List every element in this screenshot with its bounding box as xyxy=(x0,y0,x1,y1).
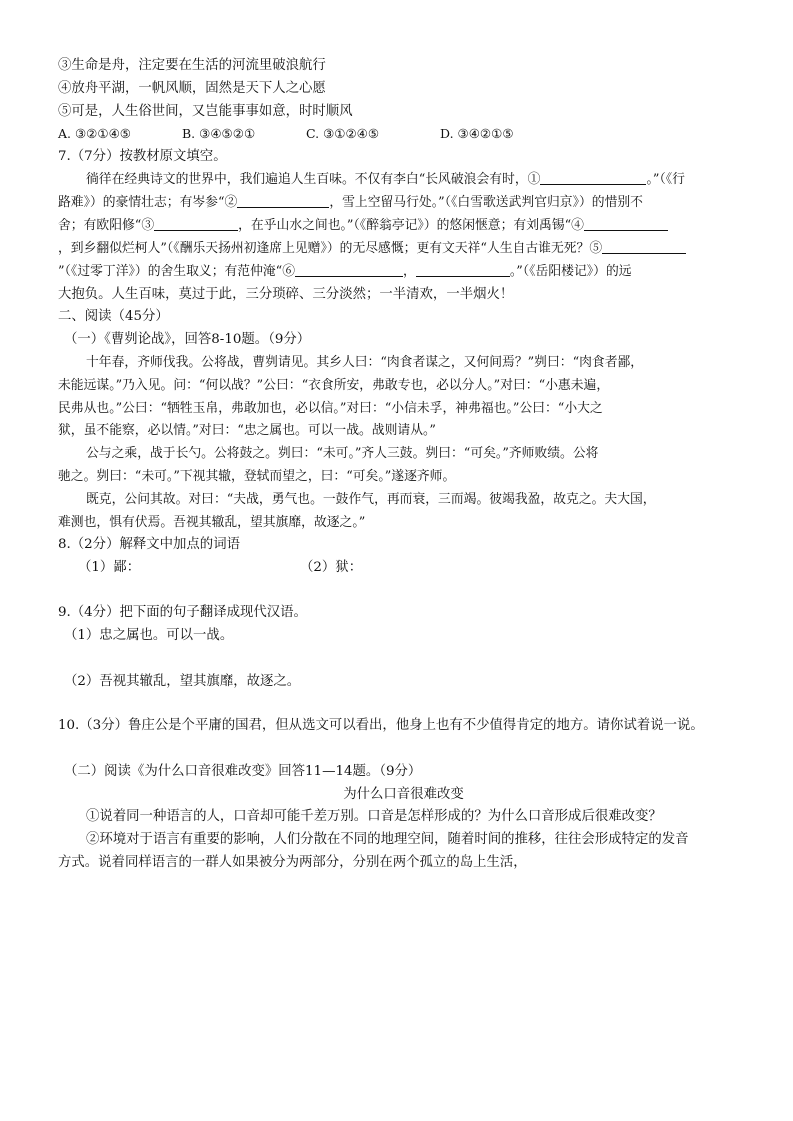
passage-line: 民弗从也。”公曰：“牺牲玉帛，弗敢加也，必以信。”对曰：“小信未孚，神弗福也。”公曰：“小大之 xyxy=(58,401,603,416)
q6-item-4: ④放舟平湖，一帆风顺，固然是天下人之心愿 xyxy=(58,81,326,96)
passage-line: 难测也，惧有伏焉。吾视其辙乱，望其旗靡，故逐之。” xyxy=(58,515,366,530)
article-paragraph-1: ①说着同一种语言的人，口音却可能千差万别。口音是怎样形成的？为什么口音形成后很难改变？ xyxy=(86,809,662,824)
blank-3[interactable] xyxy=(154,216,238,231)
q7-line-2 xyxy=(58,193,749,213)
blank-6b[interactable] xyxy=(416,262,510,277)
q7-line-1 xyxy=(58,170,749,190)
blank-1[interactable] xyxy=(540,170,646,185)
q7-text: 徜徉在经典诗文的世界中，我们遍追人生百味。不仅有李白“长风破浪会有时，① xyxy=(86,172,541,187)
q7-header: 7.（7分）按教材原文填空。 xyxy=(58,149,227,164)
section-2-title: 二、阅读（45分） xyxy=(58,309,169,324)
q7-text: 路难》）的豪情壮志；有岑参“② xyxy=(58,195,238,210)
q7-text: ”（《过零丁洋》）的舍生取义；有范仲淹“⑥ xyxy=(58,264,296,279)
option-c[interactable]: C. ③①②④⑤ xyxy=(306,126,380,141)
option-a[interactable]: A. ③②①④⑤ xyxy=(58,126,132,141)
passage-line: 未能远谋。”乃入见。问：“何以战？”公曰：“衣食所安，弗敢专也，必以分人。”对曰：“小惠未遍， xyxy=(58,378,610,393)
blank-5[interactable] xyxy=(602,239,686,254)
q7-text: 。”（《行 xyxy=(646,172,685,187)
q7-line-6: 大抱负。人生百味，莫过于此，三分琐碎、三分淡然；一半清欢，一半烟火！ xyxy=(58,287,514,302)
passage-line: 狱，虽不能察，必以情。”对曰：“忠之属也。可以一战。战则请从。” xyxy=(58,423,436,438)
article-paragraph-2-cont: 方式。说着同样语言的一群人如果被分为两部分，分别在两个孤立的岛上生活， xyxy=(58,855,527,870)
q9-heading: 9.（4分）把下面的句子翻译成现代汉语。 xyxy=(58,605,307,620)
part-2-heading: （二）阅读《为什么口音很难改变》回答11—14题。（9分） xyxy=(64,764,422,779)
q7-line-5 xyxy=(58,262,749,282)
passage-line: 既克，公问其故。对曰：“夫战，勇气也。一鼓作气，再而衰，三而竭。彼竭我盈，故克之。夫大国， xyxy=(86,492,656,507)
article-paragraph-2: ②环境对于语言有重要的影响，人们分散在不同的地理空间，随着时间的推移，往往会形成特定的发音 xyxy=(86,832,689,847)
q7-text: ， xyxy=(403,264,416,279)
q7-text: ，雪上空留马行处。”（《白雪歌送武判官归京》）的惜别不 xyxy=(329,195,643,210)
passage-line: 驰之。刿曰：“未可。”下视其辙，登轼而望之，曰：“可矣。”遂逐齐师。 xyxy=(58,469,456,484)
q9-item-1[interactable]: （1）忠之属也。可以一战。 xyxy=(64,628,234,643)
q8-answer-line xyxy=(78,558,749,578)
q6-options xyxy=(58,124,749,144)
q8-item-2[interactable]: （2）狱： xyxy=(300,560,363,575)
q7-text: 。”（《岳阳楼记》）的远 xyxy=(509,264,632,279)
q7-text: 舍；有欧阳修“③ xyxy=(58,218,155,233)
option-d[interactable]: D. ③④②①⑤ xyxy=(440,126,514,141)
q10-question[interactable]: 10.（3分）鲁庄公是个平庸的国君，但从选文可以看出，他身上也有不少值得肯定的地方。请你试着说一说。 xyxy=(58,718,704,733)
q8-item-1[interactable]: （1）鄙： xyxy=(78,560,141,575)
blank-2[interactable] xyxy=(237,193,329,208)
q7-line-4 xyxy=(58,239,749,259)
q7-text: ，在乎山水之间也。”（《醉翁亭记》）的悠闲惬意；有刘禹锡“④ xyxy=(238,218,584,233)
q7-text: ，到乡翻似烂柯人”（《酬乐天扬州初逢席上见赠》）的无尽感慨；更有文天祥“人生自古谁无死？⑤ xyxy=(58,241,603,256)
passage-line: 十年春，齐师伐我。公将战，曹刿请见。其乡人曰：“肉食者谋之，又何间焉？”刿曰：“肉食者鄙， xyxy=(86,355,644,370)
option-b[interactable]: B. ③④⑤②① xyxy=(182,126,256,141)
passage-line: 公与之乘，战于长勺。公将鼓之。刿曰：“未可。”齐人三鼓。刿曰：“可矣。”齐师败绩。公将 xyxy=(86,446,599,461)
part-1-heading: （一）《曹刿论战》，回答8-10题。（9分） xyxy=(64,332,311,347)
q6-item-5: ⑤可是，人生俗世间，又岂能事事如意，时时顺风 xyxy=(58,104,353,119)
q6-item-3: ③生命是舟，注定要在生活的河流里破浪航行 xyxy=(58,58,326,73)
q9-item-2[interactable]: （2）吾视其辙乱，望其旗靡，故逐之。 xyxy=(64,674,301,689)
article-title: 为什么口音很难改变 xyxy=(343,787,464,802)
q7-line-3 xyxy=(58,216,749,236)
blank-4[interactable] xyxy=(584,216,668,231)
blank-6a[interactable] xyxy=(295,262,403,277)
q8-heading: 8.（2分）解释文中加点的词语 xyxy=(58,537,240,552)
